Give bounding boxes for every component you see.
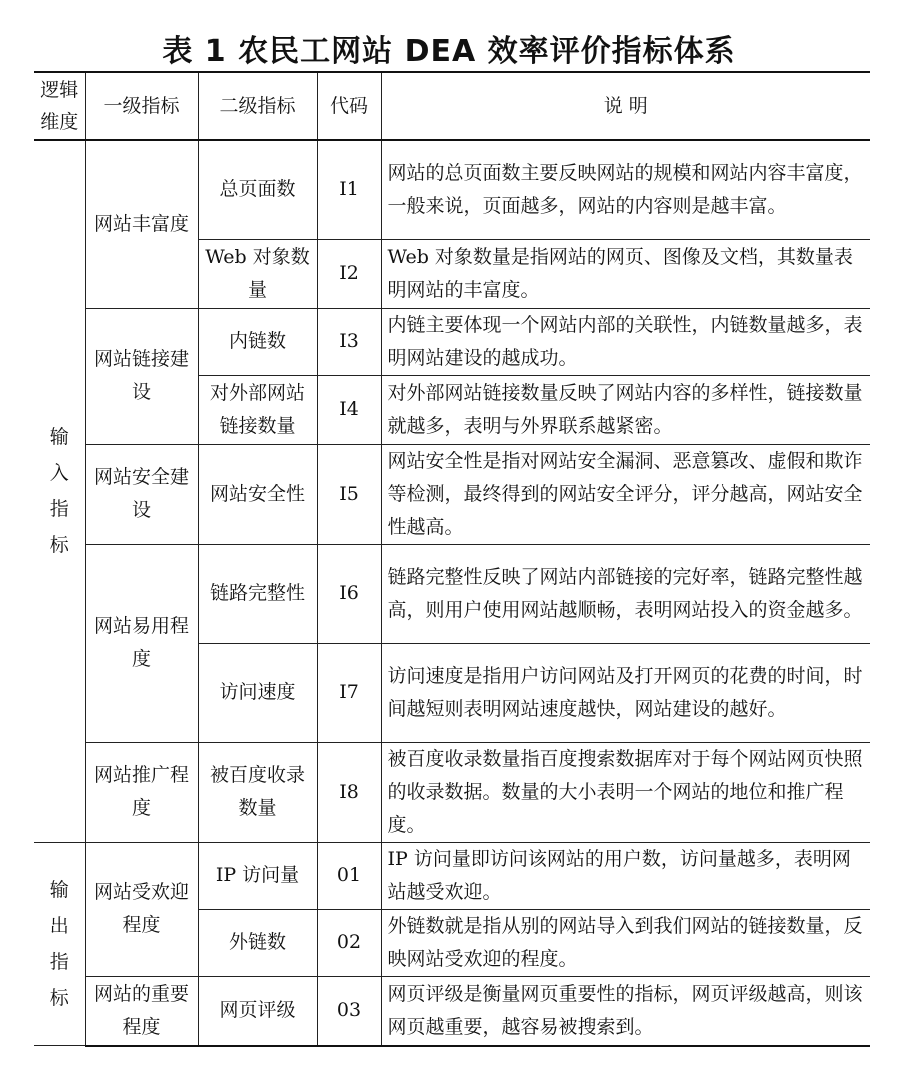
description-cell: 外链数就是指从别的网站导入到我们网站的链接数量，反映网站受欢迎的程度。 <box>381 909 870 976</box>
code-cell: 03 <box>317 976 381 1046</box>
table-row <box>34 444 870 544</box>
level1-cell: 网站易用程度 <box>85 544 198 742</box>
description-cell: 访问速度是指用户访问网站及打开网页的花费的时间，时间越短则表明网站速度越快，网站建设的越好。 <box>381 643 870 742</box>
level2-cell: 链路完整性 <box>198 544 317 643</box>
description-cell: 网站的总页面数主要反映网站的规模和网站内容丰富度，一般来说，页面越多，网站的内容则是越丰富。 <box>381 140 870 239</box>
level1-cell: 网站丰富度 <box>85 140 198 308</box>
description-cell: Web 对象数量是指网站的网页、图像及文档，其数量表明网站的丰富度。 <box>381 239 870 308</box>
level2-cell: 网页评级 <box>198 976 317 1046</box>
code-cell: I2 <box>317 239 381 308</box>
header-code: 代码 <box>317 72 381 140</box>
level1-cell: 网站受欢迎程度 <box>85 842 198 976</box>
level1-cell: 网站的重要程度 <box>85 976 198 1046</box>
level2-cell: 外链数 <box>198 909 317 976</box>
header-dimension: 逻辑维度 <box>34 72 85 140</box>
level2-cell: 网站安全性 <box>198 444 317 544</box>
code-cell: I4 <box>317 375 381 444</box>
code-cell: 02 <box>317 909 381 976</box>
table-row <box>34 976 870 1046</box>
code-cell: I3 <box>317 308 381 375</box>
description-cell: 被百度收录数量指百度搜索数据库对于每个网站网页快照的收录数据。数量的大小表明一个网站的地位和推广程度。 <box>381 742 870 842</box>
description-cell: 链路完整性反映了网站内部链接的完好率，链路完整性越高，则用户使用网站越顺畅，表明网站投入的资金越多。 <box>381 544 870 643</box>
code-cell: I6 <box>317 544 381 643</box>
level2-cell: 访问速度 <box>198 643 317 742</box>
code-cell: I7 <box>317 643 381 742</box>
description-cell: 内链主要体现一个网站内部的关联性，内链数量越多，表明网站建设的越成功。 <box>381 308 870 375</box>
header-description: 说 明 <box>381 72 870 140</box>
code-cell: I5 <box>317 444 381 544</box>
code-cell: I8 <box>317 742 381 842</box>
level1-cell: 网站推广程度 <box>85 742 198 842</box>
code-cell: 01 <box>317 842 381 909</box>
description-cell: 网页评级是衡量网页重要性的指标，网页评级越高，则该网页越重要，越容易被搜索到。 <box>381 976 870 1046</box>
table-title: 表 1 农民工网站 DEA 效率评价指标体系 <box>162 34 736 69</box>
level2-cell: Web 对象数量 <box>198 239 317 308</box>
level2-cell: 内链数 <box>198 308 317 375</box>
table-row <box>34 140 870 239</box>
dimension-input: 输 入 指 标 <box>34 140 85 842</box>
table-row <box>34 308 870 375</box>
level1-cell: 网站链接建设 <box>85 308 198 444</box>
header-level2: 二级指标 <box>198 72 317 140</box>
header-row <box>34 72 870 140</box>
level1-cell: 网站安全建设 <box>85 444 198 544</box>
table-row <box>34 842 870 909</box>
header-level1: 一级指标 <box>85 72 198 140</box>
table-row <box>34 742 870 842</box>
level2-cell: 被百度收录数量 <box>198 742 317 842</box>
description-cell: IP 访问量即访问该网站的用户数，访问量越多，表明网站越受欢迎。 <box>381 842 870 909</box>
table-row <box>34 544 870 643</box>
level2-cell: 总页面数 <box>198 140 317 239</box>
code-cell: I1 <box>317 140 381 239</box>
level2-cell: 对外部网站链接数量 <box>198 375 317 444</box>
indicator-table <box>34 71 870 1047</box>
level2-cell: IP 访问量 <box>198 842 317 909</box>
description-cell: 对外部网站链接数量反映了网站内容的多样性，链接数量就越多，表明与外界联系越紧密。 <box>381 375 870 444</box>
description-cell: 网站安全性是指对网站安全漏洞、恶意篡改、虚假和欺诈等检测，最终得到的网站安全评分，评分越高，网站安全性越高。 <box>381 444 870 544</box>
dimension-output: 输 出 指 标 <box>34 842 85 1046</box>
